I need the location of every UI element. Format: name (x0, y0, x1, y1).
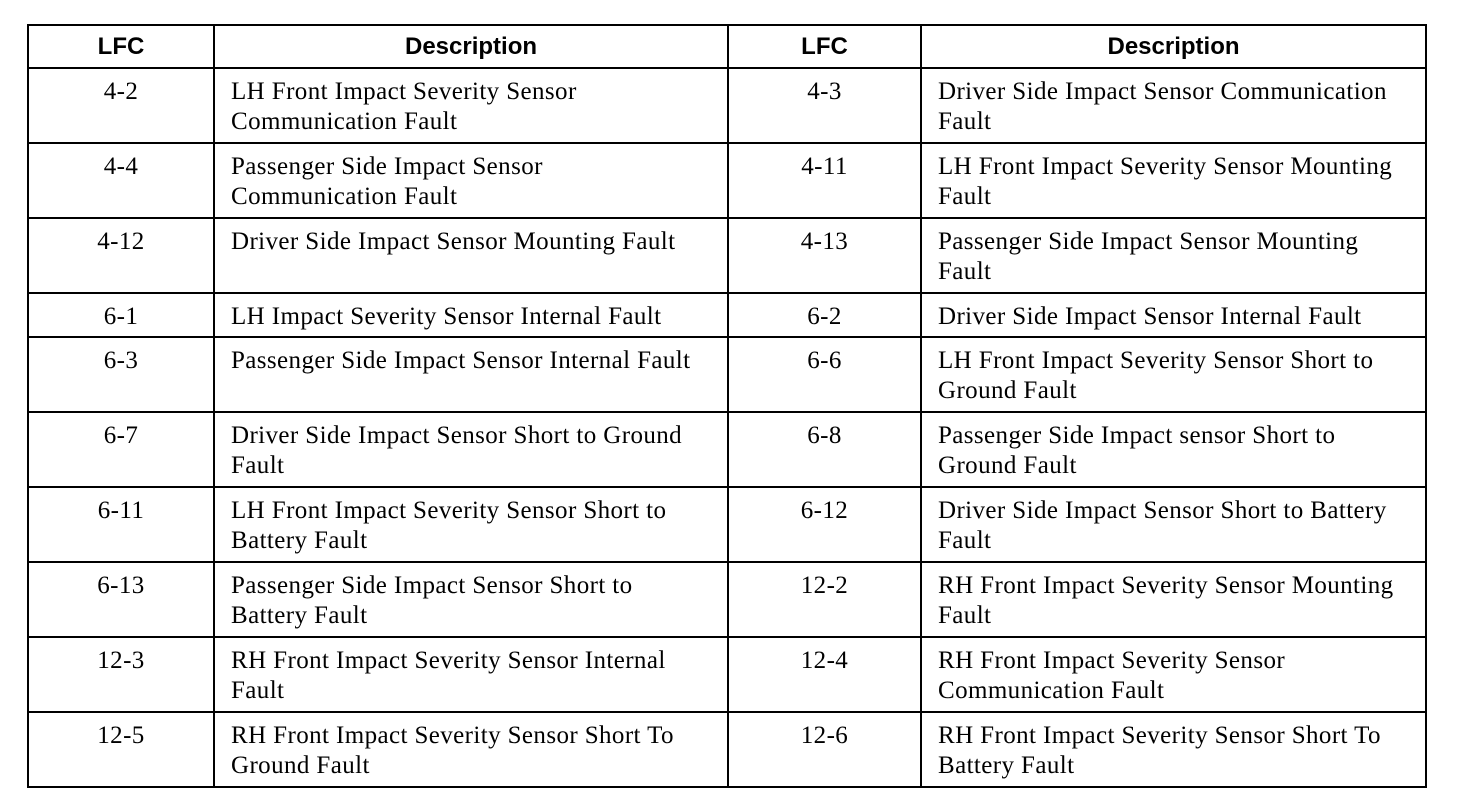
description-cell: RH Front Impact Severity Sensor Mounting Fault (921, 562, 1426, 637)
lfc-code-cell: 6-1 (28, 293, 214, 337)
description-cell: Passenger Side Impact Sensor Short to Battery Fault (214, 562, 728, 637)
lfc-code-cell: 6-12 (728, 487, 921, 562)
description-cell: Driver Side Impact Sensor Short to Battery Fault (921, 487, 1426, 562)
description-cell: LH Impact Severity Sensor Internal Fault (214, 293, 728, 337)
lfc-code-cell: 6-2 (728, 293, 921, 337)
lfc-code-cell: 12-6 (728, 712, 921, 787)
table-row (28, 143, 1426, 218)
lfc-code-cell: 6-6 (728, 337, 921, 412)
table-row (28, 218, 1426, 293)
description-cell: Passenger Side Impact sensor Short to Ground Fault (921, 412, 1426, 487)
description-cell: RH Front Impact Severity Sensor Short To Ground Fault (214, 712, 728, 787)
lfc-code-cell: 4-4 (28, 143, 214, 218)
table-row (28, 487, 1426, 562)
lfc-description-table (27, 24, 1427, 788)
lfc-code-cell: 4-13 (728, 218, 921, 293)
lfc-code-cell: 6-8 (728, 412, 921, 487)
description-cell: LH Front Impact Severity Sensor Short to Ground Fault (921, 337, 1426, 412)
table-row (28, 293, 1426, 337)
description-cell: RH Front Impact Severity Sensor Communication Fault (921, 637, 1426, 712)
description-cell: LH Front Impact Severity Sensor Mounting Fault (921, 143, 1426, 218)
header-description-right: Description (921, 25, 1426, 68)
lfc-code-cell: 6-13 (28, 562, 214, 637)
table-row (28, 337, 1426, 412)
description-cell: Driver Side Impact Sensor Short to Ground Fault (214, 412, 728, 487)
lfc-code-cell: 12-5 (28, 712, 214, 787)
lfc-code-cell: 6-3 (28, 337, 214, 412)
header-lfc-left: LFC (28, 25, 214, 68)
table-header-row (28, 25, 1426, 68)
lfc-code-cell: 4-3 (728, 68, 921, 143)
description-cell: Passenger Side Impact Sensor Communication Fault (214, 143, 728, 218)
description-cell: Driver Side Impact Sensor Internal Fault (921, 293, 1426, 337)
lfc-code-cell: 12-2 (728, 562, 921, 637)
table-row (28, 637, 1426, 712)
description-cell: RH Front Impact Severity Sensor Short To Battery Fault (921, 712, 1426, 787)
description-cell: LH Front Impact Severity Sensor Communication Fault (214, 68, 728, 143)
lfc-code-cell: 4-12 (28, 218, 214, 293)
description-cell: Passenger Side Impact Sensor Internal Fault (214, 337, 728, 412)
table-row (28, 68, 1426, 143)
description-cell: Driver Side Impact Sensor Mounting Fault (214, 218, 728, 293)
table-row (28, 712, 1426, 787)
lfc-code-cell: 12-3 (28, 637, 214, 712)
lfc-code-cell: 6-7 (28, 412, 214, 487)
lfc-code-cell: 4-11 (728, 143, 921, 218)
lfc-code-cell: 4-2 (28, 68, 214, 143)
header-lfc-right: LFC (728, 25, 921, 68)
table-row (28, 562, 1426, 637)
header-description-left: Description (214, 25, 728, 68)
description-cell: Driver Side Impact Sensor Communication Fault (921, 68, 1426, 143)
description-cell: RH Front Impact Severity Sensor Internal Fault (214, 637, 728, 712)
description-cell: Passenger Side Impact Sensor Mounting Fault (921, 218, 1426, 293)
table-row (28, 412, 1426, 487)
lfc-code-cell: 12-4 (728, 637, 921, 712)
description-cell: LH Front Impact Severity Sensor Short to Battery Fault (214, 487, 728, 562)
lfc-code-cell: 6-11 (28, 487, 214, 562)
